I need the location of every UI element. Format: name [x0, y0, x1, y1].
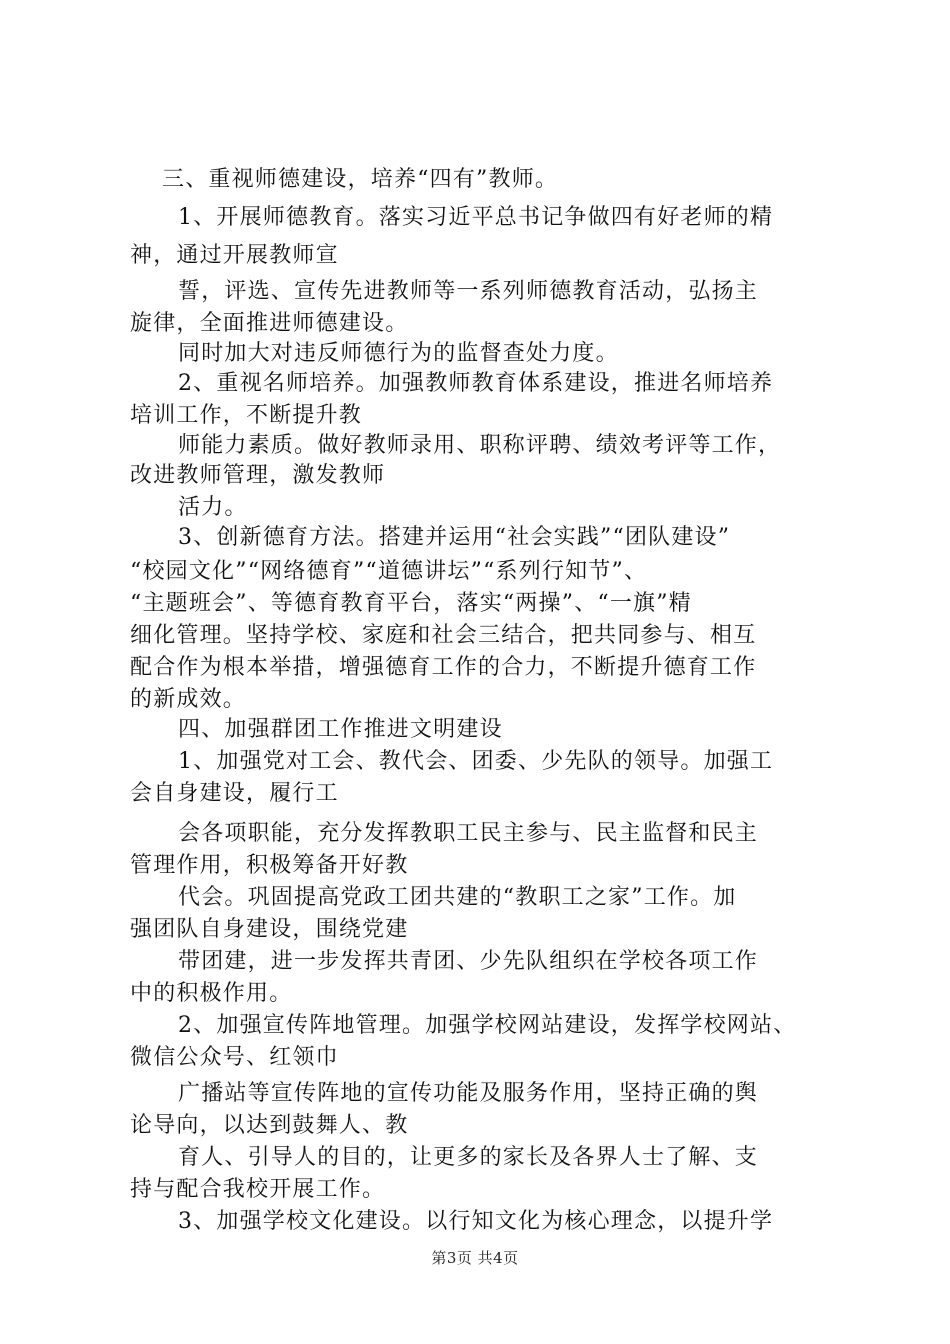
text-line: “校园文化”“网络德育”“道德讲坛”“系列行知节”、: [130, 559, 648, 584]
text-line: 2、加强宣传阵地管理。加强学校网站建设，发挥学校网站、: [178, 1013, 797, 1038]
text-line: 论导向，以达到鼓舞人、教: [130, 1113, 409, 1138]
text-line: 代会。巩固提高党政工团共建的“教职工之家”工作。加: [178, 885, 737, 910]
text-line: 育人、引导人的目的，让更多的家长及各界人士了解、支: [178, 1145, 759, 1170]
text-line: 誓，评选、宣传先进教师等一系列师德教育活动，弘扬主: [178, 279, 759, 304]
text-line: 神，通过开展教师宣: [130, 243, 339, 268]
text-line: 广播站等宣传阵地的宣传功能及服务作用，坚持正确的舆: [178, 1081, 759, 1106]
text-line: 3、加强学校文化建设。以行知文化为核心理念，以提升学: [178, 1209, 774, 1234]
text-line: 带团建，进一步发挥共青团、少先队组织在学校各项工作: [178, 949, 759, 974]
text-line: 2、重视名师培养。加强教师教育体系建设，推进名师培养: [178, 371, 774, 396]
text-line: 同时加大对违反师德行为的监督查处力度。: [178, 341, 619, 366]
text-line: “主题班会”、等德育教育平台，落实“两操”、“一旗”精: [130, 591, 692, 616]
page-footer: 第3页 共4页: [431, 1249, 519, 1267]
text-line: 的新成效。: [130, 687, 247, 712]
text-line: 旋律，全面推进师德建设。: [130, 311, 409, 336]
text-line: 3、创新德育方法。搭建并运用“社会实践”“团队建设”: [178, 525, 731, 550]
text-line: 改进教师管理，激发教师: [130, 463, 386, 488]
text-line: 四、加强群团工作推进文明建设: [178, 717, 503, 742]
text-line: 管理作用，积极筹备开好教: [130, 853, 409, 878]
text-line: 微信公众号、红领巾: [130, 1045, 339, 1070]
text-line: 细化管理。坚持学校、家庭和社会三结合，把共同参与、相互: [130, 623, 757, 648]
text-line: 强团队自身建设，围绕党建: [130, 917, 409, 942]
text-line: 持与配合我校开展工作。: [130, 1177, 386, 1202]
text-line: 1、加强党对工会、教代会、团委、少先队的领导。加强工: [178, 749, 774, 774]
text-line: 活力。: [178, 495, 248, 520]
text-line: 三、重视师德建设，培养“四有”教师。: [162, 167, 559, 192]
text-line: 师能力素质。做好教师录用、职称评聘、绩效考评等工作，: [178, 433, 782, 458]
text-line: 培训工作，不断提升教: [130, 403, 363, 428]
text-line: 会各项职能，充分发挥教职工民主参与、民主监督和民主: [178, 821, 759, 846]
text-line: 1、开展师德教育。落实习近平总书记争做四有好老师的精: [178, 205, 774, 230]
text-line: 会自身建设，履行工: [130, 781, 339, 806]
text-line: 配合作为根本举措，增强德育工作的合力，不断提升德育工作: [130, 655, 757, 680]
text-line: 中的积极作用。: [130, 981, 293, 1006]
